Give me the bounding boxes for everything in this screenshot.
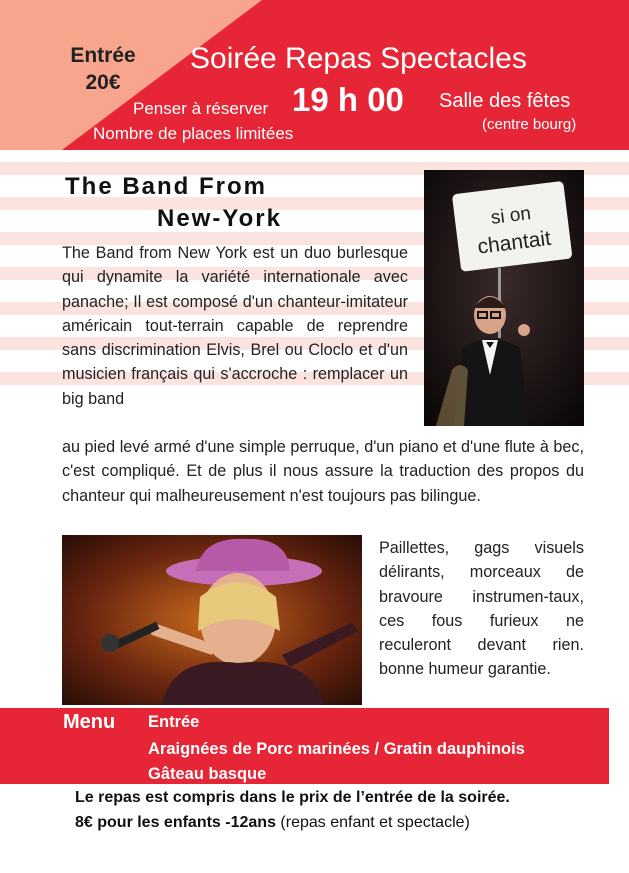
footer-children-price bbox=[75, 814, 470, 832]
band-description-part2: au pied levé armé d'une simple perruque, d'un piano et d'une flute à bec, c'est compliqué. Et de plus il nous assure la traduction des propos du chanteur qui malheureusement n'est toujours pas bilingue. bbox=[62, 438, 584, 505]
band-title-line2: New-York bbox=[157, 205, 282, 232]
photo-singer-sign bbox=[424, 170, 584, 426]
photo-singer-hat bbox=[62, 535, 362, 705]
menu-item-1: Entrée bbox=[148, 713, 200, 731]
menu-item-2: Araignées de Porc marinées / Gratin dauphinois bbox=[148, 740, 525, 758]
band-side-text: Paillettes, gags visuels délirants, morceaux de bravoure instrumen-taux, ces fous furieux ne reculeront devant rien. bonne humeur garantie. bbox=[379, 539, 584, 679]
entry-label: Entrée bbox=[70, 44, 136, 67]
entry-price bbox=[52, 42, 154, 96]
band-title-line1: The Band From bbox=[65, 173, 268, 200]
sign-text-1: si on bbox=[489, 203, 533, 229]
reserve-note: Penser à réserver bbox=[133, 99, 269, 118]
event-time: 19 h 00 bbox=[292, 81, 404, 118]
entry-amount: 20€ bbox=[85, 71, 121, 94]
event-title: Soirée Repas Spectacles bbox=[190, 42, 527, 75]
children-price: 8€ pour les enfants -12ans bbox=[75, 814, 276, 831]
menu-label: Menu bbox=[63, 711, 116, 733]
venue-name: Salle des fêtes bbox=[439, 90, 571, 112]
venue-detail: (centre bourg) bbox=[482, 116, 577, 133]
band-description-part1: The Band from New York est un duo burlesque qui dynamite la variété internationale avec panache; Il est composé d'un chanteur-imitateur américain tout-terrain capable de reprendre sans discrimination Elvis, Brel ou Cloclo et d'un musicien français qui s'accroche : remplacer un big band bbox=[62, 244, 408, 408]
places-note: Nombre de places limitées bbox=[93, 124, 294, 143]
children-price-detail: (repas enfant et spectacle) bbox=[275, 814, 470, 831]
menu-item-3: Gâteau basque bbox=[148, 765, 267, 783]
footer-note: Le repas est compris dans le prix de l’entrée de la soirée. bbox=[75, 789, 510, 806]
sign-text-2: chantait bbox=[476, 226, 553, 259]
